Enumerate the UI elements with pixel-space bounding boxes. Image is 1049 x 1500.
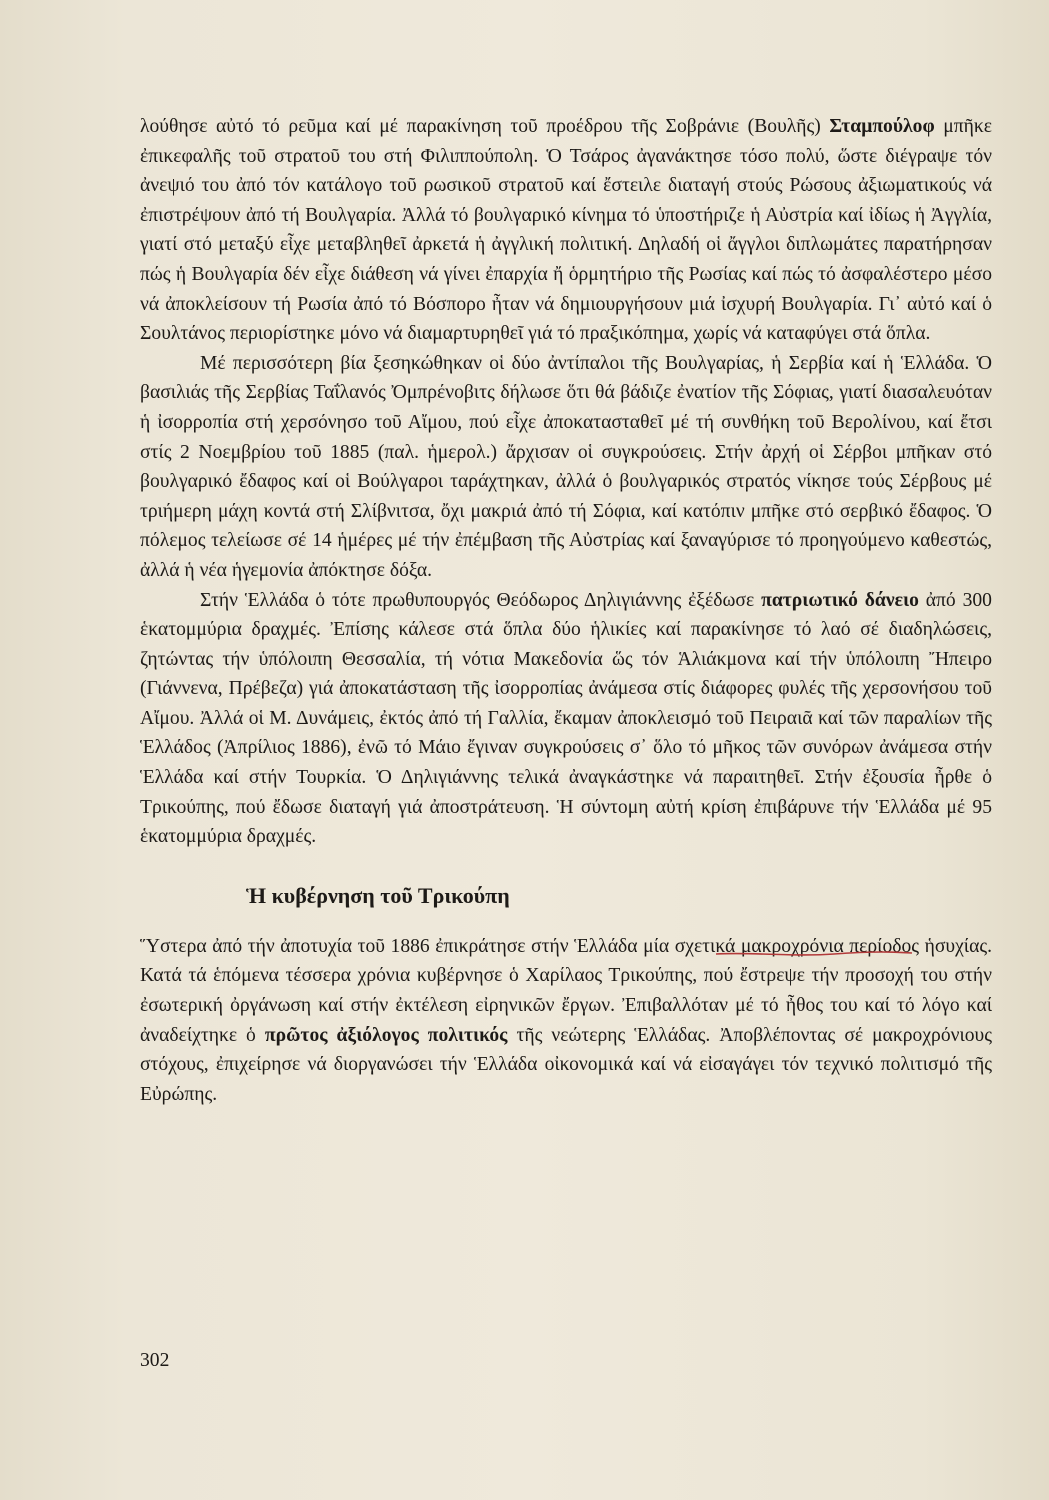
paragraph-1-text-a: λούθησε αὐτό τό ρεῦμα καί μέ παρακίνηση τοῦ προέδρου τῆς Σοβράνιε (Βουλῆς) bbox=[140, 116, 830, 137]
paragraph-4 bbox=[140, 932, 992, 1110]
paragraph-3-text-b: ἀπό 300 ἑκατομμύρια δραχμές. Ἐπίσης κάλεσε στά ὅπλα δύο ἡλικίες καί παρακίνησε τό λαό σέ διαδηλώσεις, ζητώντας τήν ὑπόλοιπη Θεσσαλία, τή νότια Μακεδονία ὥς τόν Ἁλιάκμονα καί τήν ὑπόλοιπη Ἤπειρο (Γιάννενα, Πρέβεζα) γιά ἀποκατάσταση τῆς ἰσορροπίας ἀνάμεσα στίς διάφορες φυλές τῆς χερσονήσου τοῦ Αἴμου. Ἀλλά οἱ Μ. Δυνάμεις, ἐκτός ἀπό τή Γαλλία, ἔκαμαν ἀποκλεισμό τοῦ Πειραιᾶ καί τῶν παραλίων τῆς Ἑλλάδος (Ἀπρίλιος 1886), ἐνῶ τό Μάιο ἔγιναν συγκρούσεις σ᾽ ὅλο τό μῆκος τῶν συνόρων ἀνάμεσα στήν Ἑλλάδα καί στήν Τουρκία. Ὁ Δηλιγιάννης τελικά ἀναγκάστηκε νά παραιτηθεῖ. Στήν ἐξουσία ἦρθε ὁ Τρικούπης, πού ἔδωσε διαταγή γιά ἀποστράτευση. Ἡ σύντομη αὐτή κρίση ἐπιβάρυνε τήν Ἑλλάδα μέ 95 ἑκατομμύρια δραχμές. bbox=[140, 589, 992, 848]
page-number: 302 bbox=[140, 1350, 170, 1371]
paragraph-4-bold: πρῶτος ἀξιόλογος πολιτικός bbox=[264, 1024, 508, 1046]
paragraph-3 bbox=[140, 586, 992, 852]
paragraph-3-text-a: Στήν Ἑλλάδα ὁ τότε πρωθυπουργός Θεόδωρος Δηλιγιάννης ἐξέδωσε bbox=[200, 589, 762, 611]
paragraph-4-text-a: Ὕστερα ἀπό τήν ἀποτυχία τοῦ 1886 ἐπικράτησε στήν Ἑλλάδα μία σχετικά μακροχρόνια περίοδος ἡσυχίας. Κατά τά ἑπόμενα τέσσερα χρόνια κυβέρνησε ὁ Χαρίλαος Τρικούπης, πού ἔστρεψε τήν προσοχή του στήν ἐσωτερική ὀργάνωση καί στήν ἐκτέλεση εἰρηνικῶν ἔργων. Ἐπιβαλλόταν μέ τό ἦθος του καί τό λόγο καί ἀναδείχτηκε ὁ bbox=[140, 935, 992, 1046]
body-text bbox=[140, 112, 992, 1109]
section-heading: Ἡ κυβέρνηση τοῦ Τρικούπη bbox=[246, 882, 510, 908]
paragraph-1-text-b: μπῆκε ἐπικεφαλῆς τοῦ στρατοῦ του στή Φιλιππούπολη. Ὁ Τσάρος ἀγανάκτησε τόσο πολύ, ὥστε διέγραψε τόν ἀνεψιό του ἀπό τόν κατάλογο τοῦ ρωσικοῦ στρατοῦ καί ἔστειλε διαταγή στούς Ρώσους ἀξιωματικούς νά ἐπιστρέψουν ἀπό τή Βουλγαρία. Ἀλλά τό βουλγαρικό κίνημα τό ὑποστήριζε ἡ Αὐστρία καί ἰδίως ἡ Ἀγγλία, γιατί στό μεταξύ εἶχε μεταβληθεῖ ἀρκετά ἡ ἀγγλική πολιτική. Δηλαδή οἱ ἄγγλοι διπλωμάτες παρατήρησαν πώς ἡ Βουλγαρία δέν εἶχε διάθεση νά γίνει ἐπαρχία ἤ ὁρμητήριο τῆς Ρωσίας καί πώς τό ἀσφαλέστερο μέσο νά ἀποκλείσουν τή Ρωσία ἀπό τό Βόσπορο ἦταν νά δημιουργήσουν μιά ἰσχυρή Βουλγαρία. Γι᾽ αὐτό καί ὁ Σουλτάνος περιορίστηκε μόνο νά διαμαρτυρηθεῖ γιά τό πραξικόπημα, χωρίς νά καταφύγει στά ὅπλα. bbox=[140, 116, 992, 345]
paragraph-1-bold: Σταμπούλοφ bbox=[829, 116, 935, 137]
paragraph-1 bbox=[140, 112, 992, 349]
paragraph-3-bold: πατριωτικό δάνειο bbox=[761, 589, 919, 611]
paragraph-4-text-b: τῆς νεώτερης Ἑλλάδας. Ἀποβλέποντας σέ μακροχρόνιους στόχους, ἐπιχείρησε νά διοργανώσει τήν Ἑλλάδα οἰκονομικά καί νά εἰσαγάγει τόν τεχνικό πολιτισμό τῆς Εὐρώπης. bbox=[140, 1024, 993, 1105]
paragraph-2: Μέ περισσότερη βία ξεσηκώθηκαν οἱ δύο ἀντίπαλοι τῆς Βουλγαρίας, ἡ Σερβία καί ἡ Ἑλλάδα. Ὁ βασιλιάς τῆς Σερβίας Ταΐλανός Ὀμπρένοβιτς δήλωσε ὅτι θά βάδιζε ἐνατίον τῆς Σόφιας, γιατί διασαλευόταν ἡ ἰσορροπία στή χερσόνησο τοῦ Αἴμου, πού εἶχε ἀποκατασταθεῖ μέ τή συνθήκη τοῦ Βερολίνου, καί ἔτσι στίς 2 Νοεμβρίου τοῦ 1885 (παλ. ἡμερολ.) ἄρχισαν οἱ συγκρούσεις. Στήν ἀρχή οἱ Σέρβοι μπῆκαν στό βουλγαρικό ἔδαφος καί οἱ Βούλγαροι ταράχτηκαν, ἀλλά ὁ βουλγαρικός στρατός νίκησε τούς Σέρβους μέ τριήμερη μάχη κοντά στή Σλίβνιτσα, ὄχι μακριά ἀπό τή Σόφια, καί κατόπιν μπῆκε στό σερβικό ἔδαφος. Ὁ πόλεμος τελείωσε σέ 14 ἡμέρες μέ τήν ἐπέμβαση τῆς Αὐστρίας καί ξαναγύρισε τό προηγούμενο καθεστώς, ἀλλά ἡ νέα ἡγεμονία ἀπόκτησε δόξα. bbox=[140, 352, 992, 581]
